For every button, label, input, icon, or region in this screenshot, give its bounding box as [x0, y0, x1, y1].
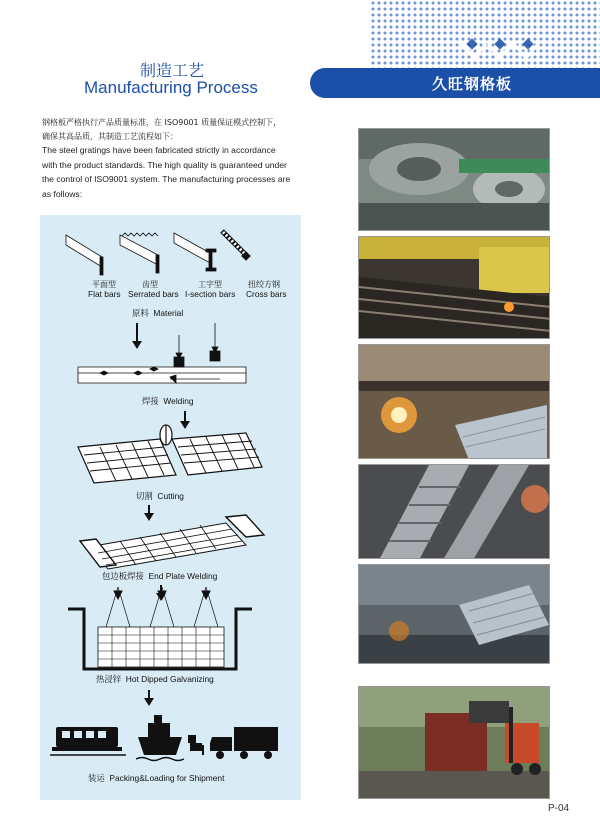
truck-loading-photo [358, 686, 550, 799]
intro-en-line: as follows: [42, 188, 83, 199]
serrated-bar-icon [120, 233, 159, 273]
intro-en-line: the control of ISO9001 system. The manufacturing processes are [42, 174, 291, 185]
material-label-en: Flat bars [88, 289, 121, 299]
material-label-cn: 齿型 [142, 280, 158, 289]
train-icon [50, 727, 126, 755]
step-label-cutting: 切割 Cutting [136, 491, 184, 501]
material-label-cn: 工字型 [198, 280, 222, 289]
cross-bar-icon [222, 231, 250, 260]
intro-paragraph [42, 116, 312, 202]
material-label-cn: 平面型 [92, 280, 116, 289]
i-section-bar-icon [174, 233, 216, 271]
material-label-cn: 扭绞方钢 [248, 280, 280, 289]
truck-icon [210, 727, 278, 759]
process-diagram-panel [40, 215, 301, 800]
step-label-welding: 焊接 Welding [142, 396, 194, 406]
welding-machine-photo [358, 236, 550, 339]
material-label-en: I-section bars [185, 289, 236, 299]
intro-en-line: with the product standards. The high quality is guaranteed under [42, 159, 287, 170]
flow-arrow-icon [144, 505, 154, 521]
material-label-en: Cross bars [246, 289, 287, 299]
flat-bar-icon [66, 235, 103, 275]
end-plate-welding-photo [358, 464, 550, 559]
coil-slitting-photo [358, 128, 550, 231]
step-label-material: 原料 Material [132, 308, 184, 318]
intro-cn-line: 钢格板严格执行产品质量标准，在 ISO9001 质量保证模式控制下， [42, 118, 282, 127]
material-label-en: Serrated bars [128, 289, 179, 299]
flow-arrow-icon [180, 411, 190, 429]
company-logo-icon [458, 38, 544, 64]
grating-cutting-illustration [78, 425, 262, 483]
page-number: P-04 [548, 803, 570, 814]
step-label-shipment: 装运 Packing&Loading for Shipment [88, 773, 225, 783]
flow-arrow-icon [144, 690, 154, 706]
welding-line-illustration [78, 323, 246, 383]
process-diagram [40, 215, 301, 800]
intro-en-line: The steel gratings have been fabricated strictly in accordance [42, 145, 276, 156]
flow-arrow-icon [132, 323, 142, 349]
forklift-icon [188, 735, 204, 755]
end-plate-welding-illustration [80, 515, 264, 569]
page-title-cn: 制造工艺 [140, 61, 205, 80]
galvanizing-plant-photo [358, 564, 550, 664]
step-label-galvanizing: 热浸锌 Hot Dipped Galvanizing [96, 674, 214, 684]
intro-cn-line: 确保其高品质，其制造工艺流程如下： [42, 131, 178, 141]
brand-name: 久旺钢格板 [432, 75, 513, 93]
ship-icon [136, 715, 184, 761]
step-label-end-plate: 包边板焊接 End Plate Welding [102, 571, 218, 581]
page-title-en: Manufacturing Process [84, 78, 258, 97]
cutting-sparks-photo [358, 344, 550, 459]
